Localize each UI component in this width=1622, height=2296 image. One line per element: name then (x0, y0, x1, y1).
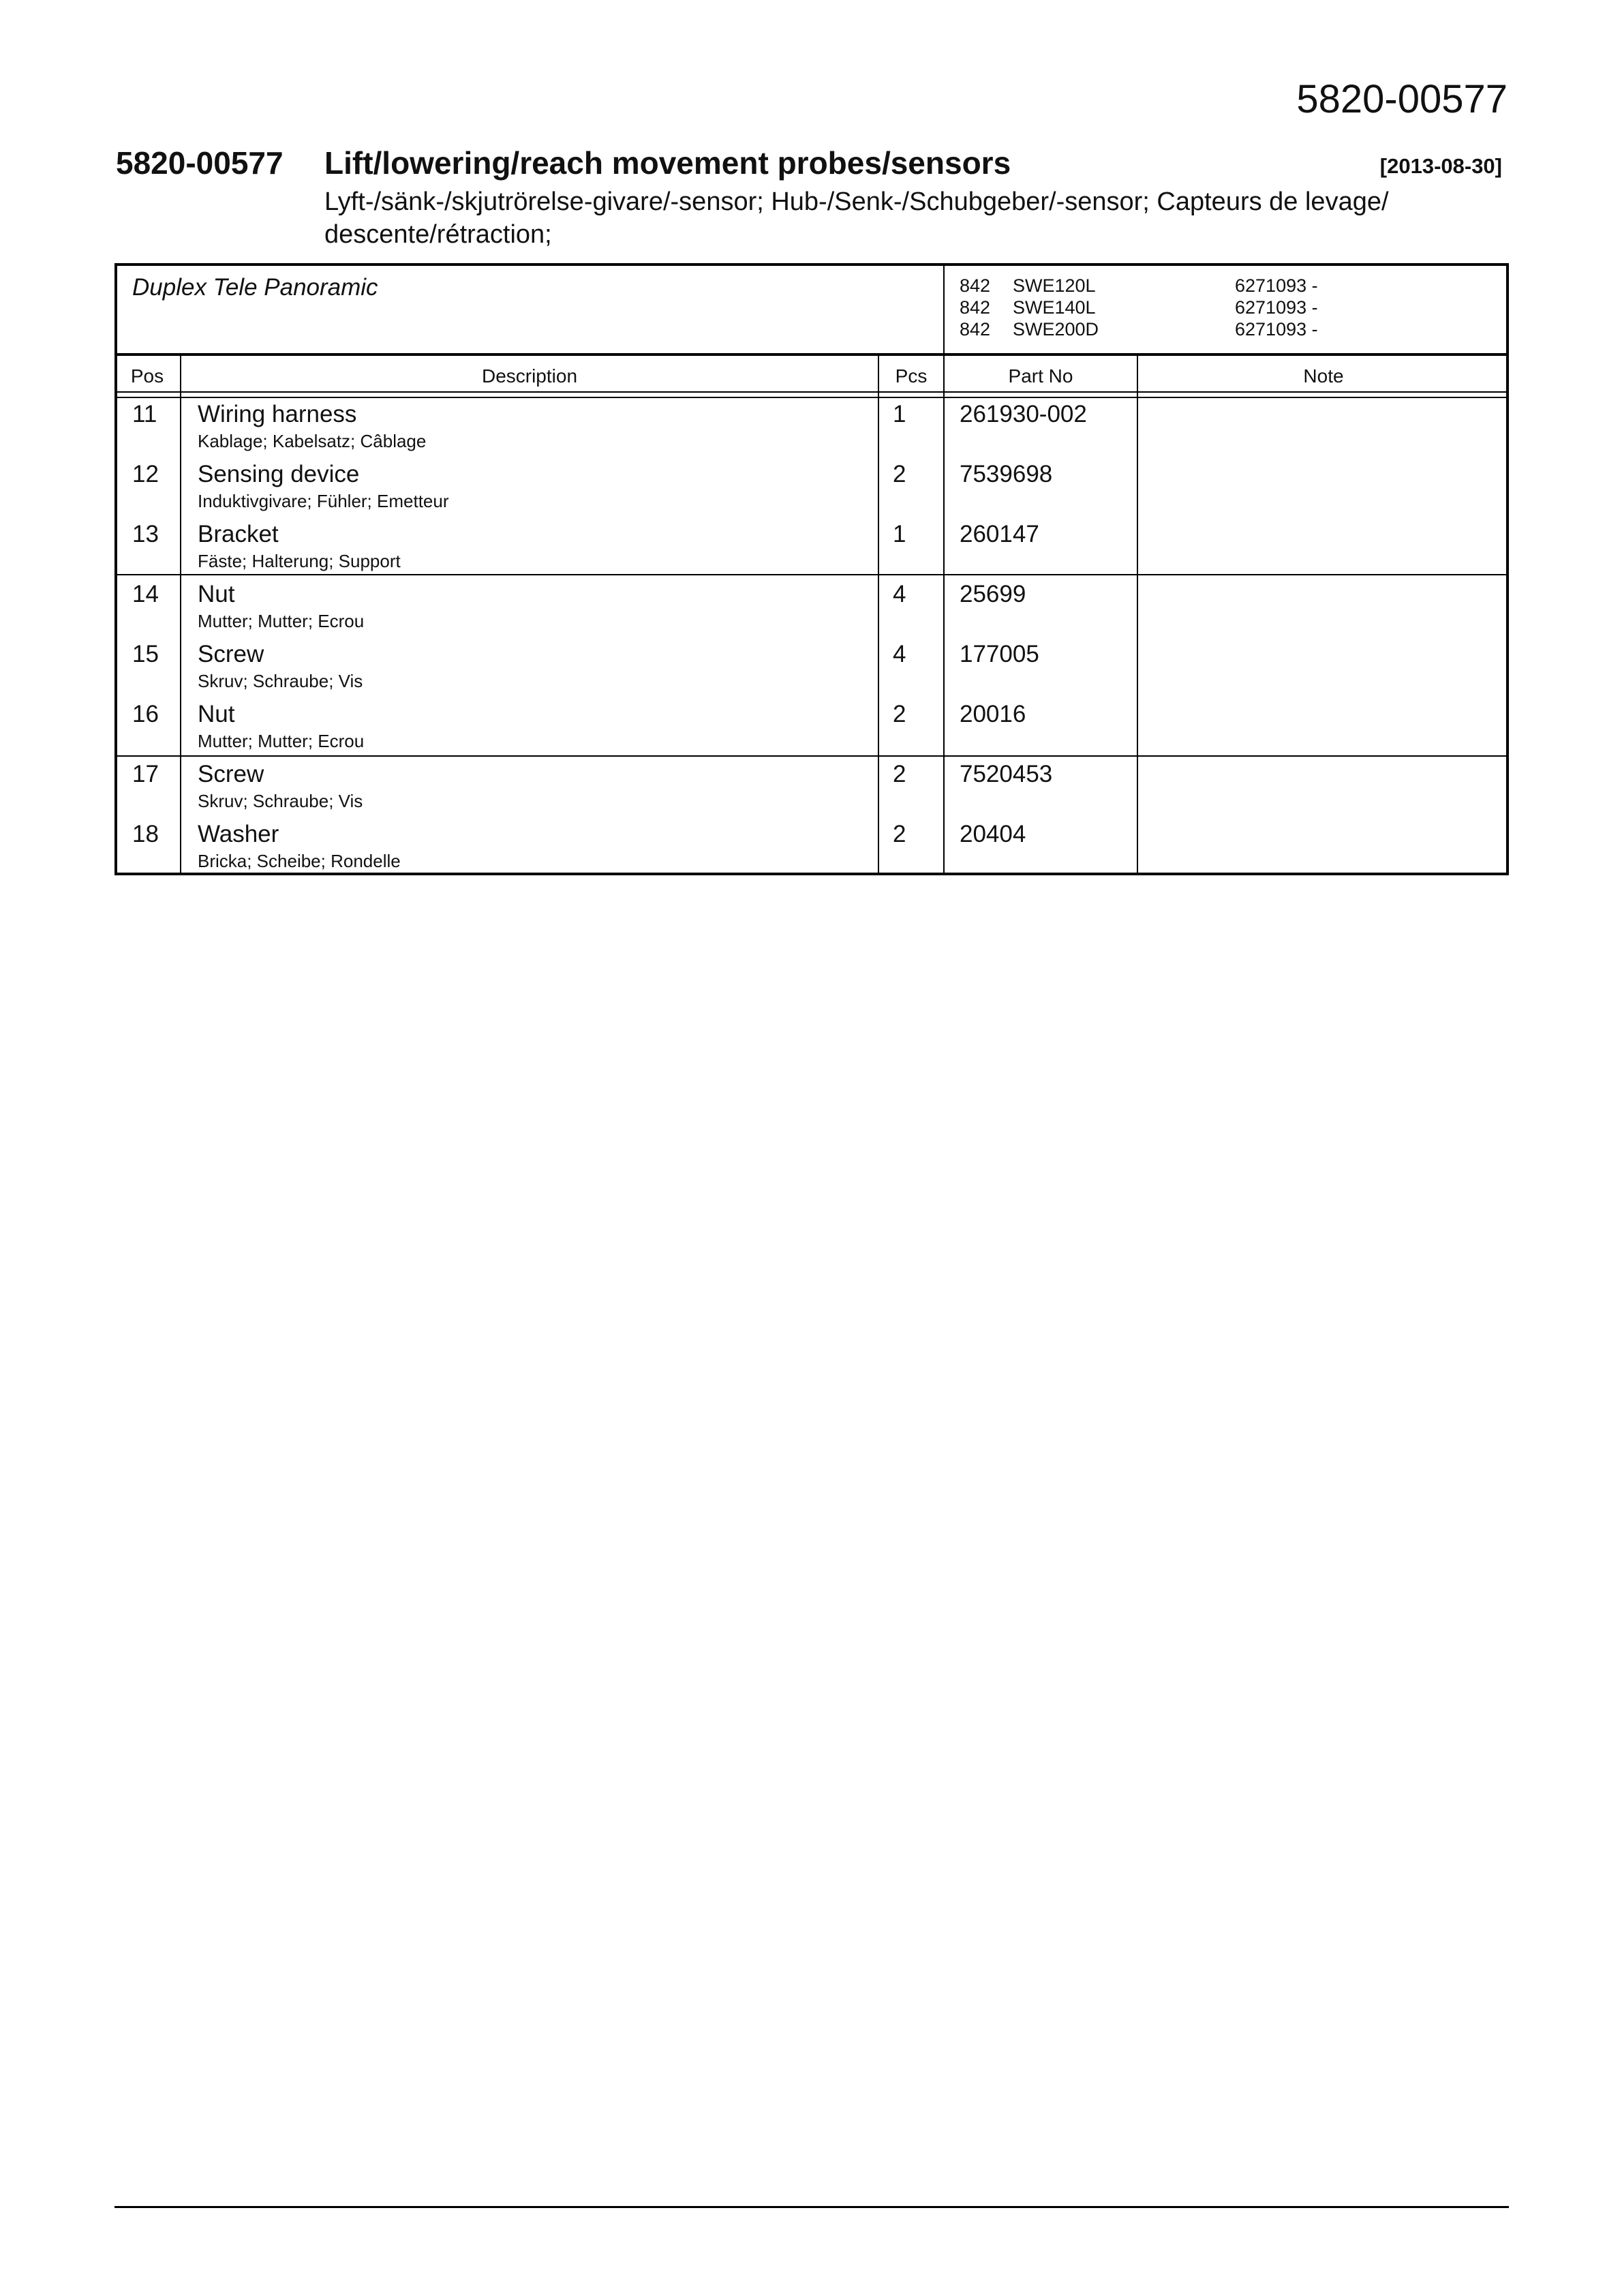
column-header-pos: Pos (130, 365, 164, 387)
header-rule (114, 391, 1509, 393)
table-row (114, 701, 1509, 761)
table-row (114, 761, 1509, 821)
model-name: Duplex Tele Panoramic (132, 274, 378, 301)
row-pcs: 4 (893, 641, 906, 667)
table-row (114, 401, 1509, 461)
table-row (114, 581, 1509, 641)
row-pos: 13 (132, 521, 159, 547)
row-part-no: 20016 (960, 701, 1026, 727)
row-name: Nut (198, 701, 235, 727)
table-row (114, 461, 1509, 521)
model-code: SWE140L (1013, 297, 1096, 318)
row-name: Sensing device (198, 461, 360, 487)
section-code: 5820-00577 (116, 145, 284, 181)
model-serial: 6271093 - (1235, 275, 1318, 296)
header-rule (114, 397, 1509, 398)
row-translations: Bricka; Scheibe; Rondelle (198, 851, 401, 871)
row-pcs: 1 (893, 521, 906, 547)
row-part-no: 7539698 (960, 461, 1053, 487)
row-pcs: 2 (893, 761, 906, 787)
section-title: Lift/lowering/reach movement probes/sensors (324, 145, 1011, 181)
row-name: Nut (198, 581, 235, 607)
row-translations: Fäste; Halterung; Support (198, 551, 401, 571)
table-row (114, 521, 1509, 581)
row-translations: Skruv; Schraube; Vis (198, 671, 363, 691)
row-pos: 16 (132, 701, 159, 727)
row-name: Screw (198, 761, 264, 787)
column-header-note: Note (1303, 365, 1344, 387)
column-header-description: Description (481, 365, 578, 387)
row-pos: 18 (132, 821, 159, 847)
model-divider (943, 263, 945, 354)
table-row (114, 641, 1509, 701)
row-part-no: 261930-002 (960, 401, 1087, 427)
revision-date: [2013-08-30] (1379, 154, 1502, 178)
row-pos: 17 (132, 761, 159, 787)
row-name: Bracket (198, 521, 279, 547)
row-translations: Mutter; Mutter; Ecrou (198, 731, 365, 751)
column-header-part-no: Part No (1008, 365, 1073, 387)
row-name: Wiring harness (198, 401, 357, 427)
row-pos: 12 (132, 461, 159, 487)
column-header-pcs: Pcs (895, 365, 928, 387)
row-translations: Skruv; Schraube; Vis (198, 791, 363, 811)
row-pcs: 1 (893, 401, 906, 427)
model-code: SWE120L (1013, 275, 1096, 296)
row-name: Washer (198, 821, 279, 847)
row-pos: 14 (132, 581, 159, 607)
row-part-no: 260147 (960, 521, 1039, 547)
row-translations: Kablage; Kabelsatz; Câblage (198, 431, 427, 451)
row-part-no: 7520453 (960, 761, 1053, 787)
page-code: 5820-00577 (1296, 77, 1508, 121)
row-part-no: 177005 (960, 641, 1039, 667)
row-name: Screw (198, 641, 264, 667)
model-number: 842 (960, 319, 991, 339)
model-row (960, 319, 1368, 341)
model-bottom-rule (114, 353, 1509, 356)
model-number: 842 (960, 297, 991, 318)
footer-rule (114, 2206, 1509, 2208)
table-row (114, 821, 1509, 881)
model-row (960, 275, 1368, 297)
row-pcs: 2 (893, 701, 906, 727)
row-translations: Induktivgivare; Fühler; Emetteur (198, 491, 449, 511)
model-row (960, 297, 1368, 319)
model-number: 842 (960, 275, 991, 296)
row-pcs: 2 (893, 461, 906, 487)
section-subtitle: Lyft-/sänk-/skjutrörelse-givare/-sensor; Hub-/Senk-/Schubgeber/-sensor; Capteurs de levage/ descente/rétraction; (324, 187, 1389, 249)
row-part-no: 20404 (960, 821, 1026, 847)
row-part-no: 25699 (960, 581, 1026, 607)
row-pcs: 4 (893, 581, 906, 607)
model-serial: 6271093 - (1235, 297, 1318, 318)
row-pcs: 2 (893, 821, 906, 847)
row-pos: 11 (132, 401, 157, 427)
row-pos: 15 (132, 641, 159, 667)
model-serial: 6271093 - (1235, 319, 1318, 339)
model-code: SWE200D (1013, 319, 1099, 339)
row-translations: Mutter; Mutter; Ecrou (198, 611, 365, 631)
